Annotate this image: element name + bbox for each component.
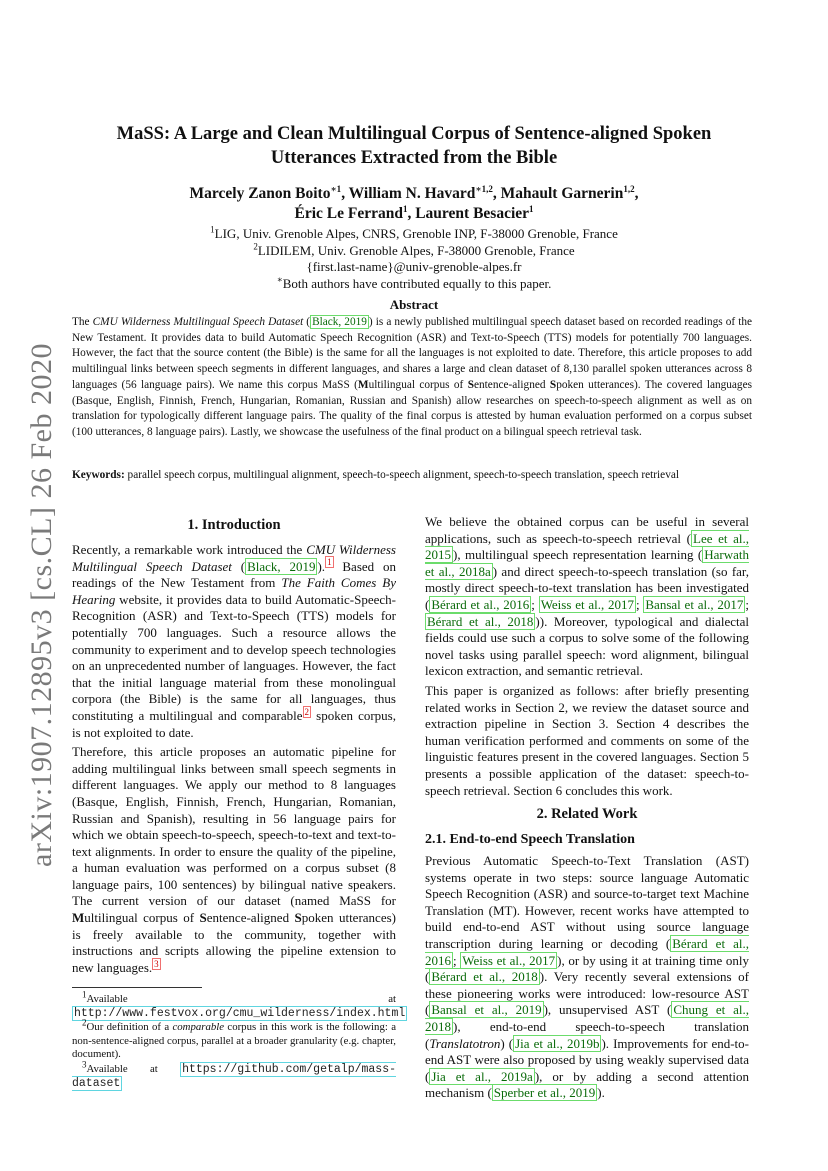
body-text: website, it provides data to build Automatic-Speech-Recognition (ASR) and Text-to-Speech (TTS) models for potentially 700 languages. Such a resource allows the community to experiment and to develop speech technologies on an unprecedented number of languages. However, the fact that the initial language material from these monolingual corpora (the Bible) is the same for all languages, thus constituting a multilingual and comparable <box>72 591 396 723</box>
github-url-link[interactable]: https://github.com/getalp/mass-dataset <box>72 1062 396 1090</box>
body-text: ), multilingual speech representation learning ( <box>453 547 703 563</box>
footnote-text: corpus in this work is the following: a non-sentence-aligned corpus, parallel at a broader granularity (e.g. chapter, document). <box>72 1021 396 1061</box>
section-heading-related-work: 2. Related Work <box>536 806 638 823</box>
author-name: Laurent Besacier <box>415 205 530 222</box>
author-name: Mahault Garnerin <box>500 185 624 202</box>
arxiv-identifier: arXiv:1907.12895v3 [cs.CL] 26 Feb 2020 <box>25 343 58 867</box>
equal-text: Both authors have contributed equally to this paper. <box>282 275 552 291</box>
author-line-2: Éric Le Ferrand$^1$, Laurent Besacier$^1$ <box>294 203 534 222</box>
citation-link[interactable]: Sperber et al., 2019 <box>493 1085 596 1101</box>
paragraph: Recently, a remarkable work introduced the CMU Wilderness Multilingual Speech Dataset ( Black, 2019 ). $^1$ Based on readings of the New Testament from The Faith Comes By Hearing website, it provides data to build Automatic-Speech-Recognition (ASR) and Text-to-Speech (TTS) models for potentially 700 languages. Such a resource allows the community to experiment and to develop speech technologies on an unprecedented number of languages. However, the fact that the initial language material from these monolingual corpora (the Bible) is the same for all languages, thus constituting a multilingual and comparable $^2$ spoken corpus, is not exploited to date. <box>72 542 396 740</box>
citation-link[interactable]: Weiss et al., 2017 <box>462 952 556 968</box>
abstract-text: is a newly published multilingual speech dataset based on recorded readings of the New Testament. It provides data to build Automatic Speech Recognition (ASR) and Text-to-Speech (TTS) models for potentially 700 languages. However, the fact that the source content (the Bible) is the same for all the languages is not exploited to date. Therefore, this article proposes to add multilingual links between speech segments in different languages, and shares a large and clean dataset of 8,130 parallel spoken utterances across 8 languages (56 language pairs). We name this corpus MaSS ( <box>72 316 753 391</box>
affiliation-text: LIDILEM, Univ. Grenoble Alpes, F-38000 Grenoble, France <box>257 242 575 258</box>
footnote-marker[interactable]: 1 <box>327 557 332 568</box>
keywords-label: Keywords: <box>72 469 125 481</box>
citation-link[interactable]: Jia et al., 2019a <box>431 1068 533 1084</box>
footnote-number: 2 <box>82 1017 87 1028</box>
footnote-2 <box>72 1017 396 1062</box>
bold-letter: S <box>199 910 207 926</box>
abstract-bold-letter: S <box>549 378 557 391</box>
author-mark: ∗1,2 <box>475 183 493 194</box>
body-text: ), end-to-end speech-to-speech translation ( <box>425 1019 749 1051</box>
body-text: ) and direct speech-to-speech translation (so far, mostly direct speech-to-text translation has been investigated ( <box>425 563 749 612</box>
footnote-italic: comparable <box>172 1021 225 1034</box>
citation-link[interactable]: Bérard et al., 2018 <box>427 613 534 629</box>
body-text: Previous Automatic Speech-to-Text Translation (AST) systems operate in two steps: source language Automatic Speech Recognition (ASR) and source-to-target text Machine Translation (MT). However, recent works have attempted to build end-to-end AST without using source language transcription during learning or decoding ( <box>425 853 749 952</box>
citation-link[interactable]: Black, 2019 <box>312 316 367 328</box>
footnote-3 <box>72 1059 396 1090</box>
footnote-number: 1 <box>82 989 87 1000</box>
body-text: ), unsupervised AST ( <box>543 1002 672 1018</box>
body-text: )). Moreover, typological and dialectal fields could use such a corpus to solve some of the following novel tasks using parallel speech: word alignment, bilingual lexicon extraction, and semantic retrieval. <box>425 613 749 679</box>
body-text: We believe the obtained corpus can be useful in several applications, such as speech-to-speech retrieval ( <box>425 514 749 546</box>
abstract-heading: Abstract <box>389 297 439 312</box>
paper-title: MaSS: A Large and Clean Multilingual Corpus of Sentence-aligned Spoken Utterances Extracted from the Bible <box>116 124 712 168</box>
italic-text: Translatotron <box>429 1035 501 1051</box>
festvox-url-link[interactable]: http://www.festvox.org/cmu_wilderness/index.html <box>74 1006 406 1020</box>
abstract-bold-letter: M <box>357 378 369 391</box>
paragraph: This paper is organized as follows: after briefly presenting related works in Section 2, we review the dataset source and extraction pipeline in Section 3. Section 4 describes the human verification performed and comments on some of the linguistic features present in the covered languages. Section 5 presents a possible application of the dataset: speech-to-speech retrieval. Section 6 concludes this work. <box>425 682 749 798</box>
citation-link[interactable]: Bérard et al., 2016 <box>425 936 749 968</box>
section-heading-introduction: 1. Introduction <box>187 517 281 533</box>
author-mark: ∗1 <box>330 183 342 194</box>
body-text: ). <box>597 1085 605 1101</box>
body-text: ). Improvements for end-to-end AST were also proposed by using weakly supervised data ( <box>425 1035 749 1084</box>
left-column <box>72 514 396 979</box>
body-text: entence-aligned <box>206 910 295 926</box>
arxiv-sidebar <box>22 343 62 867</box>
body-text: Based on readings of the New Testament from <box>72 558 396 591</box>
citation-link[interactable]: Lee et al., 2015 <box>425 530 749 563</box>
bold-letter: S <box>294 910 302 926</box>
keywords <box>72 468 752 484</box>
author-name: William N. Havard <box>348 185 476 202</box>
affiliations <box>80 226 748 292</box>
citation-link[interactable]: Bérard et al., 2016 <box>431 596 530 612</box>
affiliation-2 <box>80 243 748 260</box>
body-text: spoken corpus, is not exploited to date. <box>72 707 396 740</box>
abstract-dataset-name: CMU Wilderness Multilingual Speech Dataset <box>92 316 304 328</box>
author-mark: 1 <box>529 203 534 214</box>
citation-link[interactable]: Harwath et al., 2018a <box>425 547 749 579</box>
affiliation-mark: 2 <box>253 241 258 252</box>
equal-mark: ∗ <box>276 274 283 285</box>
footnote-text: Our definition of a <box>86 1021 173 1034</box>
keywords-text: parallel speech corpus, multilingual alignment, speech-to-speech alignment, speech-to-speech translation, speech retrieval <box>124 469 679 481</box>
paragraph: We believe the obtained corpus can be useful in several applications, such as speech-to-speech retrieval ( Lee et al., 2015 ), multilingual speech representation learning ( Harwath et al., 2018a ) and direct speech-to-speech translation (so far, mostly direct speech-to-text translation has been investigated ( Bérard et al., 2016 ; Weiss et al., 2017 ; Bansal et al., 2017 ; Bérard et al., 2018 )). Moreover, typological and dialectal fields could use such a corpus to solve some of the following novel tasks using parallel speech: word alignment, bilingual lexicon extraction, and semantic retrieval. <box>425 514 749 679</box>
body-text: poken utterances) is freely available to the community, together with instructions and scripts allowing the pipeline extension to new languages. <box>72 910 396 975</box>
footnote-marker[interactable]: 3 <box>154 958 159 969</box>
author-email: {first.last-name}@univ-grenoble-alpes.fr <box>306 259 522 274</box>
citation-link[interactable]: Black, 2019 <box>247 558 316 574</box>
right-column <box>425 514 749 1105</box>
affiliation-text: LIG, Univ. Grenoble Alpes, CNRS, Grenoble INP, F-38000 Grenoble, France <box>214 226 618 241</box>
abstract-bold-letter: S <box>467 378 474 391</box>
footnote-marker[interactable]: 2 <box>304 706 310 717</box>
affiliation-1 <box>80 226 748 243</box>
abstract-body: The CMU Wilderness Multilingual Speech Dataset ( Black, 2019 ) is a newly published multilingual speech dataset based on recorded readings of the New Testament. It provides data to build Automatic Speech Recognition (ASR) and Text-to-Speech (TTS) models for potentially 700 languages. However, the fact that the source content (the Bible) is the same for all the languages is not exploited to date. Therefore, this article proposes to add multilingual links between speech segments in different languages, and shares a large and clean dataset of 8,130 parallel spoken utterances across 8 languages (56 language pairs). We name this corpus MaSS (Multilingual corpus of Sentence-aligned Spoken utterances). The covered languages (Basque, English, Finnish, French, Hungarian, Romanian, Russian and Spanish) allow researches on speech-to-speech alignment as well as on translation for typologically different language pairs. The quality of the final corpus is attested by human evaluation performed on a corpus subset (100 utterances, 8 language pairs). Lastly, we showcase the usefulness of the final product on a bilingual speech retrieval task. <box>72 316 753 438</box>
footnote-1 <box>72 989 406 1020</box>
abstract-text: poken utterances). The covered languages (Basque, English, Finnish, French, Hungarian, Romanian, Russian and Spanish) allow researches on speech-to-speech alignment as well as on translation for typologically different language pairs. The quality of the final corpus is attested by human evaluation performed on a corpus subset (100 utterances, 8 language pairs). Lastly, we showcase the usefulness of the final product on a bilingual speech retrieval task. <box>72 378 752 438</box>
body-text: Recently, a remarkable work introduced the <box>72 542 307 557</box>
body-text: Therefore, this article proposes an automatic pipeline for adding multilingual links between small speech segments in different languages. We apply our method to 8 languages (Basque, English, Finnish, French, Hungarian, Romanian, Russian and Spanish), resulting in 56 language pairs for which we obtain speech-to-speech, speech-to-text and text-to-text alignments. In order to ensure the quality of the pipeline, a human evaluation was performed on a corpus subset (8 language pairs, 100 sentences) by bilingual native speakers. The current version of our dataset (named MaSS for <box>72 744 396 909</box>
author-line-1: Marcely Zanon Boito$^{∗1}$, William N. Havard$^{∗1,2}$, Mahault Garnerin$^{1,2}$, <box>189 183 639 202</box>
abstract-text: ultilingual corpus of <box>368 378 468 391</box>
abstract-text: entence-aligned <box>474 378 550 391</box>
italic-text: The Faith Comes By Hearing <box>72 575 396 607</box>
citation-link[interactable]: Bansal et al., 2019 <box>431 1002 542 1018</box>
body-text: ) ( <box>500 1035 514 1051</box>
footnote-number: 3 <box>82 1059 87 1070</box>
author-name: Éric Le Ferrand <box>294 205 403 222</box>
citation-link[interactable]: Bansal et al., 2017 <box>645 596 744 612</box>
footnote-text: Available at <box>86 1062 181 1075</box>
author-name: Marcely Zanon Boito <box>189 185 331 202</box>
citation-link[interactable]: Weiss et al., 2017 <box>540 596 634 612</box>
subsection-heading: 2.1. End-to-end Speech Translation <box>425 832 635 848</box>
footnotes <box>72 989 406 1091</box>
italic-text: CMU Wilderness Multilingual Speech Dataset <box>72 542 396 574</box>
body-text: ), or by using it at training time only ( <box>425 952 749 985</box>
citation-link[interactable]: Chung et al., 2018 <box>425 1002 749 1035</box>
body-text: ultilingual corpus of <box>84 910 200 926</box>
author-mark: 1,2 <box>623 183 635 194</box>
paragraph: Previous Automatic Speech-to-Text Translation (AST) systems operate in two steps: source language Automatic Speech Recognition (ASR) and source-to-target text Machine Translation (MT). However, recent works have attempted to build end-to-end AST without using source language transcription during learning or decoding ( Bérard et al., 2016 ; Weiss et al., 2017 ), or by using it at training time only ( Bérard et al., 2018 ). Very recently several extensions of these pioneering works were introduced: low-resource AST ( Bansal et al., 2019 ), unsupervised AST ( Chung et al., 2018 ), end-to-end speech-to-speech translation (Translatotron) ( Jia et al., 2019b ). Improvements for end-to-end AST were also proposed by using weakly supervised data ( Jia et al., 2019a ), or by adding a second attention mechanism ( Sperber et al., 2019 ). <box>425 853 749 1101</box>
citation-link[interactable]: Jia et al., 2019b <box>515 1035 600 1051</box>
citation-link[interactable]: Bérard et al., 2018 <box>431 969 538 985</box>
author-list <box>80 184 748 224</box>
bold-letter: M <box>72 910 85 926</box>
footnote-text: Available at <box>86 993 396 1005</box>
author-mark: 1 <box>402 203 408 214</box>
body-text: ). Very recently several extensions of these pioneering works were introduced: low-resource AST ( <box>425 969 749 1018</box>
abstract-text: The <box>72 316 93 328</box>
paragraph <box>72 744 396 976</box>
body-text: ), or by adding a second attention mechanism ( <box>425 1068 749 1101</box>
equal-contribution-note <box>80 276 748 293</box>
affiliation-mark: 1 <box>210 224 215 235</box>
footnote-divider <box>72 987 202 988</box>
